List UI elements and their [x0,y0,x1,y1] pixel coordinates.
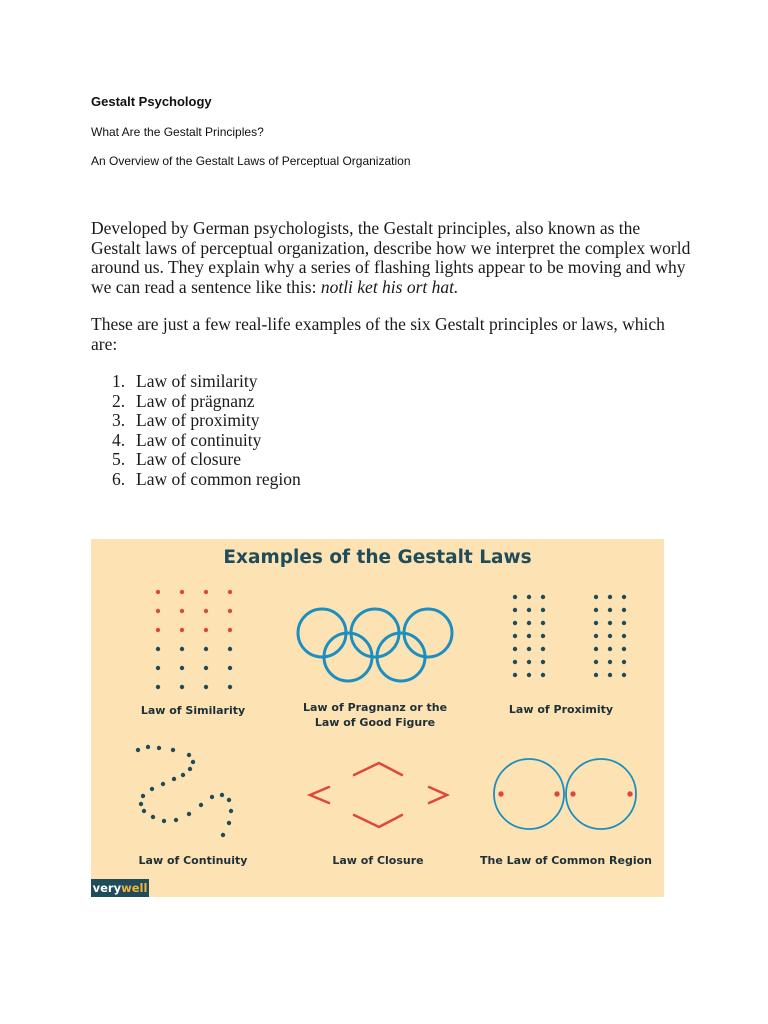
pattern-dot [156,647,160,651]
ring [377,633,425,681]
pattern-dot [162,819,166,823]
pattern-dot [541,673,545,677]
pattern-dot [204,685,208,689]
subheading-principles: What Are the Gestalt Principles? [91,125,264,139]
list-number: 4. [112,429,126,450]
pattern-dot [527,647,531,651]
closure-line [354,763,402,775]
list-number: 5. [112,449,126,469]
pattern-dot [513,660,517,664]
pattern-dot [187,753,191,757]
pattern-dot [513,647,517,651]
list-item [112,431,301,451]
pattern-dot [541,595,545,599]
pattern-dot [622,608,626,612]
pattern-dot [608,647,612,651]
pattern-dot [608,634,612,638]
pattern-dot [181,773,185,777]
pattern-dot [541,621,545,625]
pattern-dot [622,634,626,638]
proximity-dot-grid [513,595,626,677]
pattern-dot [151,815,155,819]
intro-paragraph [91,219,691,297]
pattern-dot [156,666,160,670]
pattern-dot [594,608,598,612]
list-number: 2. [112,390,126,411]
pattern-dot [180,685,184,689]
pattern-dot [187,812,191,816]
pattern-dot [146,745,150,749]
pattern-dot [541,647,545,651]
pattern-dot [513,634,517,638]
intro-text: Developed by German psychologists, the Gestalt principles, also known as the Gestalt laws of perceptual organization, describe how we interpret the complex world around us. They explain why a series of flashing lights appear to be moving and why we can read a sentence like this: [91,218,691,297]
caption-continuity: Law of Continuity [138,854,248,867]
pattern-dot [180,647,184,651]
pattern-dot [156,590,160,594]
pattern-dot [527,608,531,612]
pattern-dot [180,609,184,613]
caption-proximity: Law of Proximity [508,703,614,716]
pattern-dot [608,608,612,612]
region-circle [494,759,564,829]
closure-line [354,815,402,827]
similarity-dot-grid [156,590,232,689]
pattern-dot [622,660,626,664]
pattern-dot [527,673,531,677]
list-item [112,411,301,431]
pattern-dot [220,793,224,797]
list-item [112,450,301,470]
pattern-dot [541,608,545,612]
region-circle [566,759,636,829]
pattern-dot [228,609,232,613]
pattern-dot [157,746,161,750]
ring [404,609,452,657]
pattern-dot [210,795,214,799]
list-number: 6. [112,468,126,489]
pattern-dot [513,608,517,612]
pattern-dot [188,767,192,771]
pattern-dot [594,660,598,664]
pattern-dot [156,609,160,613]
laws-list [112,372,301,489]
pattern-dot [228,685,232,689]
examples-paragraph: These are just a few real-life examples of the six Gestalt principles or laws, which are: [91,314,665,354]
pattern-dot [141,794,145,798]
pattern-dot [541,634,545,638]
list-number: 3. [112,410,126,430]
pattern-dot [541,660,545,664]
pattern-dot [228,628,232,632]
caption-common-region: The Law of Common Region [480,854,652,867]
pattern-dot [622,595,626,599]
intro-example-sentence: notli ket his ort hat. [320,276,459,297]
pattern-dot [221,833,225,837]
pattern-dot [136,748,140,752]
pattern-dot [180,628,184,632]
pattern-dot [527,660,531,664]
pattern-dot [161,782,165,786]
list-item [112,470,301,490]
pattern-dot [608,673,612,677]
pattern-dot [171,748,175,752]
pattern-dot [204,628,208,632]
list-label: Law of similarity [136,371,258,391]
pattern-dot [139,802,143,806]
list-item [112,372,301,392]
pattern-dot [527,634,531,638]
caption-pragnanz-line2: Law of Good Figure [314,716,436,729]
pattern-dot [527,595,531,599]
list-label: Law of closure [136,449,241,469]
pattern-dot [228,647,232,651]
pattern-dot [204,647,208,651]
pragnanz-rings [298,609,452,681]
list-number: 1. [112,371,126,391]
list-item [112,392,301,412]
caption-similarity: Law of Similarity [140,704,246,717]
pattern-dot [608,621,612,625]
pattern-dot [180,666,184,670]
pattern-dot [204,609,208,613]
pattern-dot [622,621,626,625]
pattern-dot [513,673,517,677]
pattern-dot [227,821,231,825]
pattern-dot [594,673,598,677]
caption-pragnanz [281,700,469,730]
pattern-dot [513,621,517,625]
pattern-dot [608,595,612,599]
region-dot [570,791,575,796]
pattern-dot [229,809,233,813]
pattern-dot [594,647,598,651]
pattern-dot [513,595,517,599]
pattern-dot [227,798,231,802]
pattern-dot [199,803,203,807]
ring [351,609,399,657]
pattern-dot [527,621,531,625]
pattern-dot [622,647,626,651]
page-title: Gestalt Psychology [91,94,212,109]
pattern-dot [204,590,208,594]
pattern-dot [608,660,612,664]
pattern-dot [228,590,232,594]
subheading-overview: An Overview of the Gestalt Laws of Perceptual Organization [91,154,411,168]
pattern-dot [174,818,178,822]
common-region-circles [494,759,636,829]
caption-closure: Law of Closure [332,854,424,867]
pattern-dot [204,666,208,670]
ring [298,609,346,657]
pattern-dot [150,787,154,791]
verywell-logo: verywell [92,881,148,895]
caption-pragnanz-line1: Law of Pragnanz or the [302,701,448,714]
pattern-dot [228,666,232,670]
pattern-dot [156,685,160,689]
closure-shape [310,763,447,827]
pattern-dot [594,595,598,599]
pattern-dot [191,760,195,764]
region-dot [554,791,559,796]
pattern-dot [594,621,598,625]
list-label: Law of continuity [136,429,262,450]
infographic-title: Examples of the Gestalt Laws [223,547,532,568]
gestalt-laws-infographic [91,539,664,897]
ring [324,633,372,681]
pattern-dot [156,628,160,632]
closure-line [429,787,447,803]
list-label: Law of common region [136,468,301,489]
list-label: Law of prägnanz [136,390,255,411]
closure-line [310,787,329,803]
pattern-dot [622,673,626,677]
pattern-dot [594,634,598,638]
pattern-dot [172,777,176,781]
pattern-dot [142,809,146,813]
pattern-dot [180,590,184,594]
list-label: Law of proximity [136,410,260,430]
region-dot [627,791,632,796]
region-dot [498,791,503,796]
continuity-dot-curve [136,745,233,837]
